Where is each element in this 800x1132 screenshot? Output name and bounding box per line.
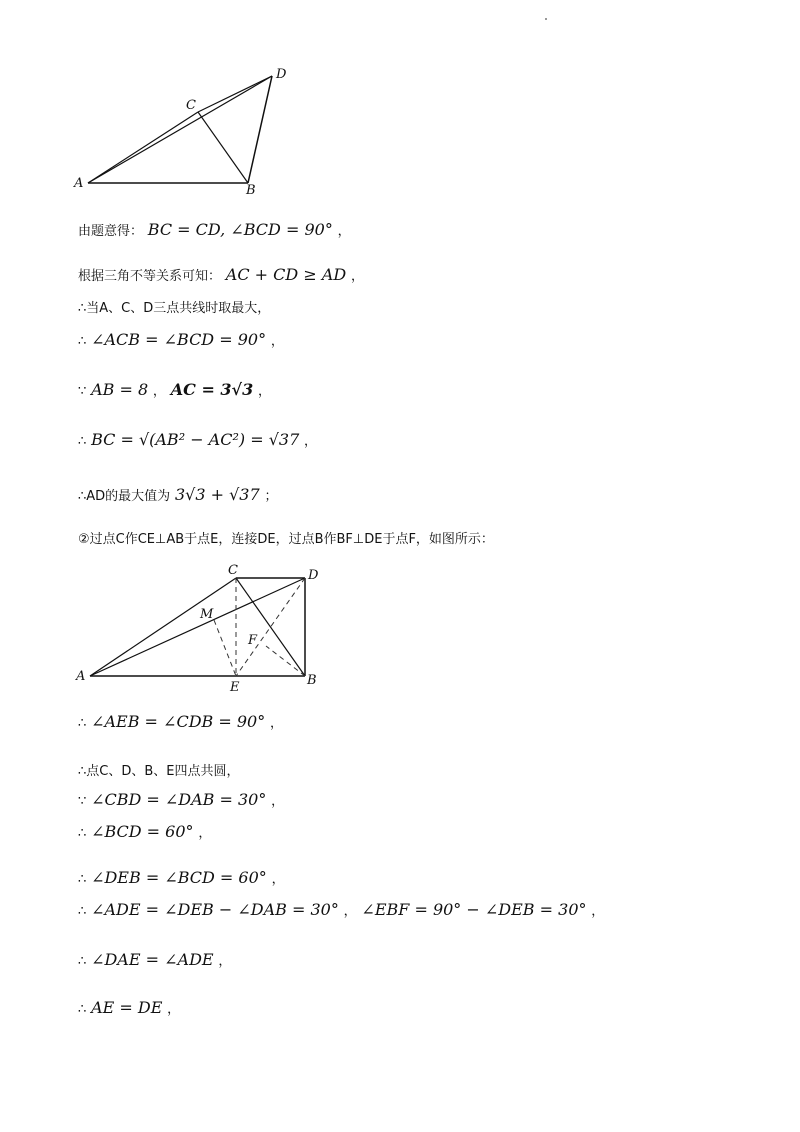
label-b-2: B [307, 673, 317, 688]
line-8-prefix: ②过点C作CE⊥AB于点E，连接DE，过点B作BF⊥DE于点F，如图所示： [78, 532, 494, 547]
text-line-13 [78, 868, 285, 890]
line-6-prefix: ∴ [78, 434, 87, 449]
text-line-10 [78, 760, 240, 782]
line-15-math: ∠DAE = ∠ADE [91, 950, 214, 969]
line-2-math: AC + CD ≥ AD [225, 265, 347, 284]
line-9-prefix: ∴ [78, 716, 87, 731]
text-line-7 [78, 485, 277, 507]
label-m-2: M [200, 607, 214, 622]
line-1-suffix: ， [337, 224, 351, 239]
line-15-prefix: ∴ [78, 954, 87, 969]
label-a: A [74, 176, 84, 191]
line-6-suffix: ， [304, 434, 318, 449]
line-14-suffix: ， [343, 904, 357, 919]
line-7-math: 3√3 + √37 [174, 485, 260, 504]
segment-cb [198, 112, 248, 183]
text-line-9 [78, 712, 283, 734]
text-line-5 [78, 380, 271, 402]
line-5-math-2: AC = 3√3 [170, 380, 254, 399]
line-16-suffix: ， [167, 1002, 181, 1017]
text-line-4 [78, 330, 284, 352]
text-line-8 [78, 528, 494, 550]
segment-bf-dashed [266, 646, 305, 676]
line-12-suffix: ， [198, 826, 212, 841]
line-6-math: BC = √(AB² − AC²) = √37 [91, 430, 300, 449]
line-13-prefix: ∴ [78, 872, 87, 887]
line-11-suffix: ， [271, 794, 285, 809]
text-line-16 [78, 998, 180, 1020]
line-14-prefix: ∴ [78, 904, 87, 919]
line-1-prefix: 由题意得： [78, 224, 144, 239]
line-4-math: ∠ACB = ∠BCD = 90° [91, 330, 267, 349]
text-line-11 [78, 790, 284, 812]
label-d: D [276, 67, 287, 82]
line-5-suffix-2: ， [257, 384, 271, 399]
segment-ad-2 [90, 578, 305, 676]
label-a-2: A [76, 669, 86, 684]
line-7-suffix: ； [264, 489, 278, 504]
line-14-math: ∠ADE = ∠DEB − ∠DAB = 30° [91, 900, 339, 919]
line-3-prefix: ∴当A、C、D三点共线时取最大， [78, 301, 271, 316]
text-line-3 [78, 297, 270, 319]
line-5-suffix: ， [152, 384, 166, 399]
line-12-prefix: ∴ [78, 826, 87, 841]
line-7-prefix: ∴AD的最大值为 [78, 489, 171, 504]
line-9-suffix: ， [270, 716, 284, 731]
label-b: B [246, 183, 256, 198]
line-4-prefix: ∴ [78, 334, 87, 349]
line-16-prefix: ∴ [78, 1002, 87, 1017]
line-16-math: AE = DE [91, 998, 163, 1017]
segment-me-dashed [214, 620, 236, 676]
label-e-2: E [230, 680, 240, 695]
text-line-2 [78, 265, 364, 287]
label-f-2: F [248, 633, 258, 648]
line-12-math: ∠BCD = 60° [91, 822, 194, 841]
text-line-1 [78, 220, 351, 242]
line-14-math-2: ∠EBF = 90° − ∠DEB = 30° [361, 900, 587, 919]
page-speck [545, 18, 547, 20]
figure-2-diagram [70, 560, 330, 700]
line-14-suffix-2: ， [591, 904, 605, 919]
line-2-suffix: ， [350, 269, 364, 284]
line-15-suffix: ， [218, 954, 232, 969]
label-c: C [186, 98, 196, 113]
line-5-prefix: ∵ [78, 384, 87, 399]
text-line-6 [78, 430, 317, 452]
text-line-15 [78, 950, 231, 972]
line-5-math: AB = 8 [91, 380, 149, 399]
line-1-math: BC = CD, ∠BCD = 90° [147, 220, 333, 239]
text-line-12 [78, 822, 211, 844]
line-4-suffix: ， [270, 334, 284, 349]
line-9-math: ∠AEB = ∠CDB = 90° [91, 712, 266, 731]
segment-ac-2 [90, 578, 236, 676]
label-d-2: D [308, 568, 319, 583]
line-13-suffix: ， [271, 872, 285, 887]
line-10-prefix: ∴点C、D、B、E四点共圆， [78, 764, 240, 779]
line-13-math: ∠DEB = ∠BCD = 60° [91, 868, 267, 887]
line-11-math: ∠CBD = ∠DAB = 30° [91, 790, 267, 809]
segment-cd [198, 76, 272, 112]
segment-ad [88, 76, 272, 183]
segment-ac [88, 112, 198, 183]
figure-1-diagram [70, 60, 300, 200]
line-2-prefix: 根据三角不等关系可知： [78, 269, 222, 284]
label-c-2: C [228, 563, 238, 578]
line-11-prefix: ∵ [78, 794, 87, 809]
text-line-14 [78, 900, 604, 922]
segment-bd [248, 76, 272, 183]
